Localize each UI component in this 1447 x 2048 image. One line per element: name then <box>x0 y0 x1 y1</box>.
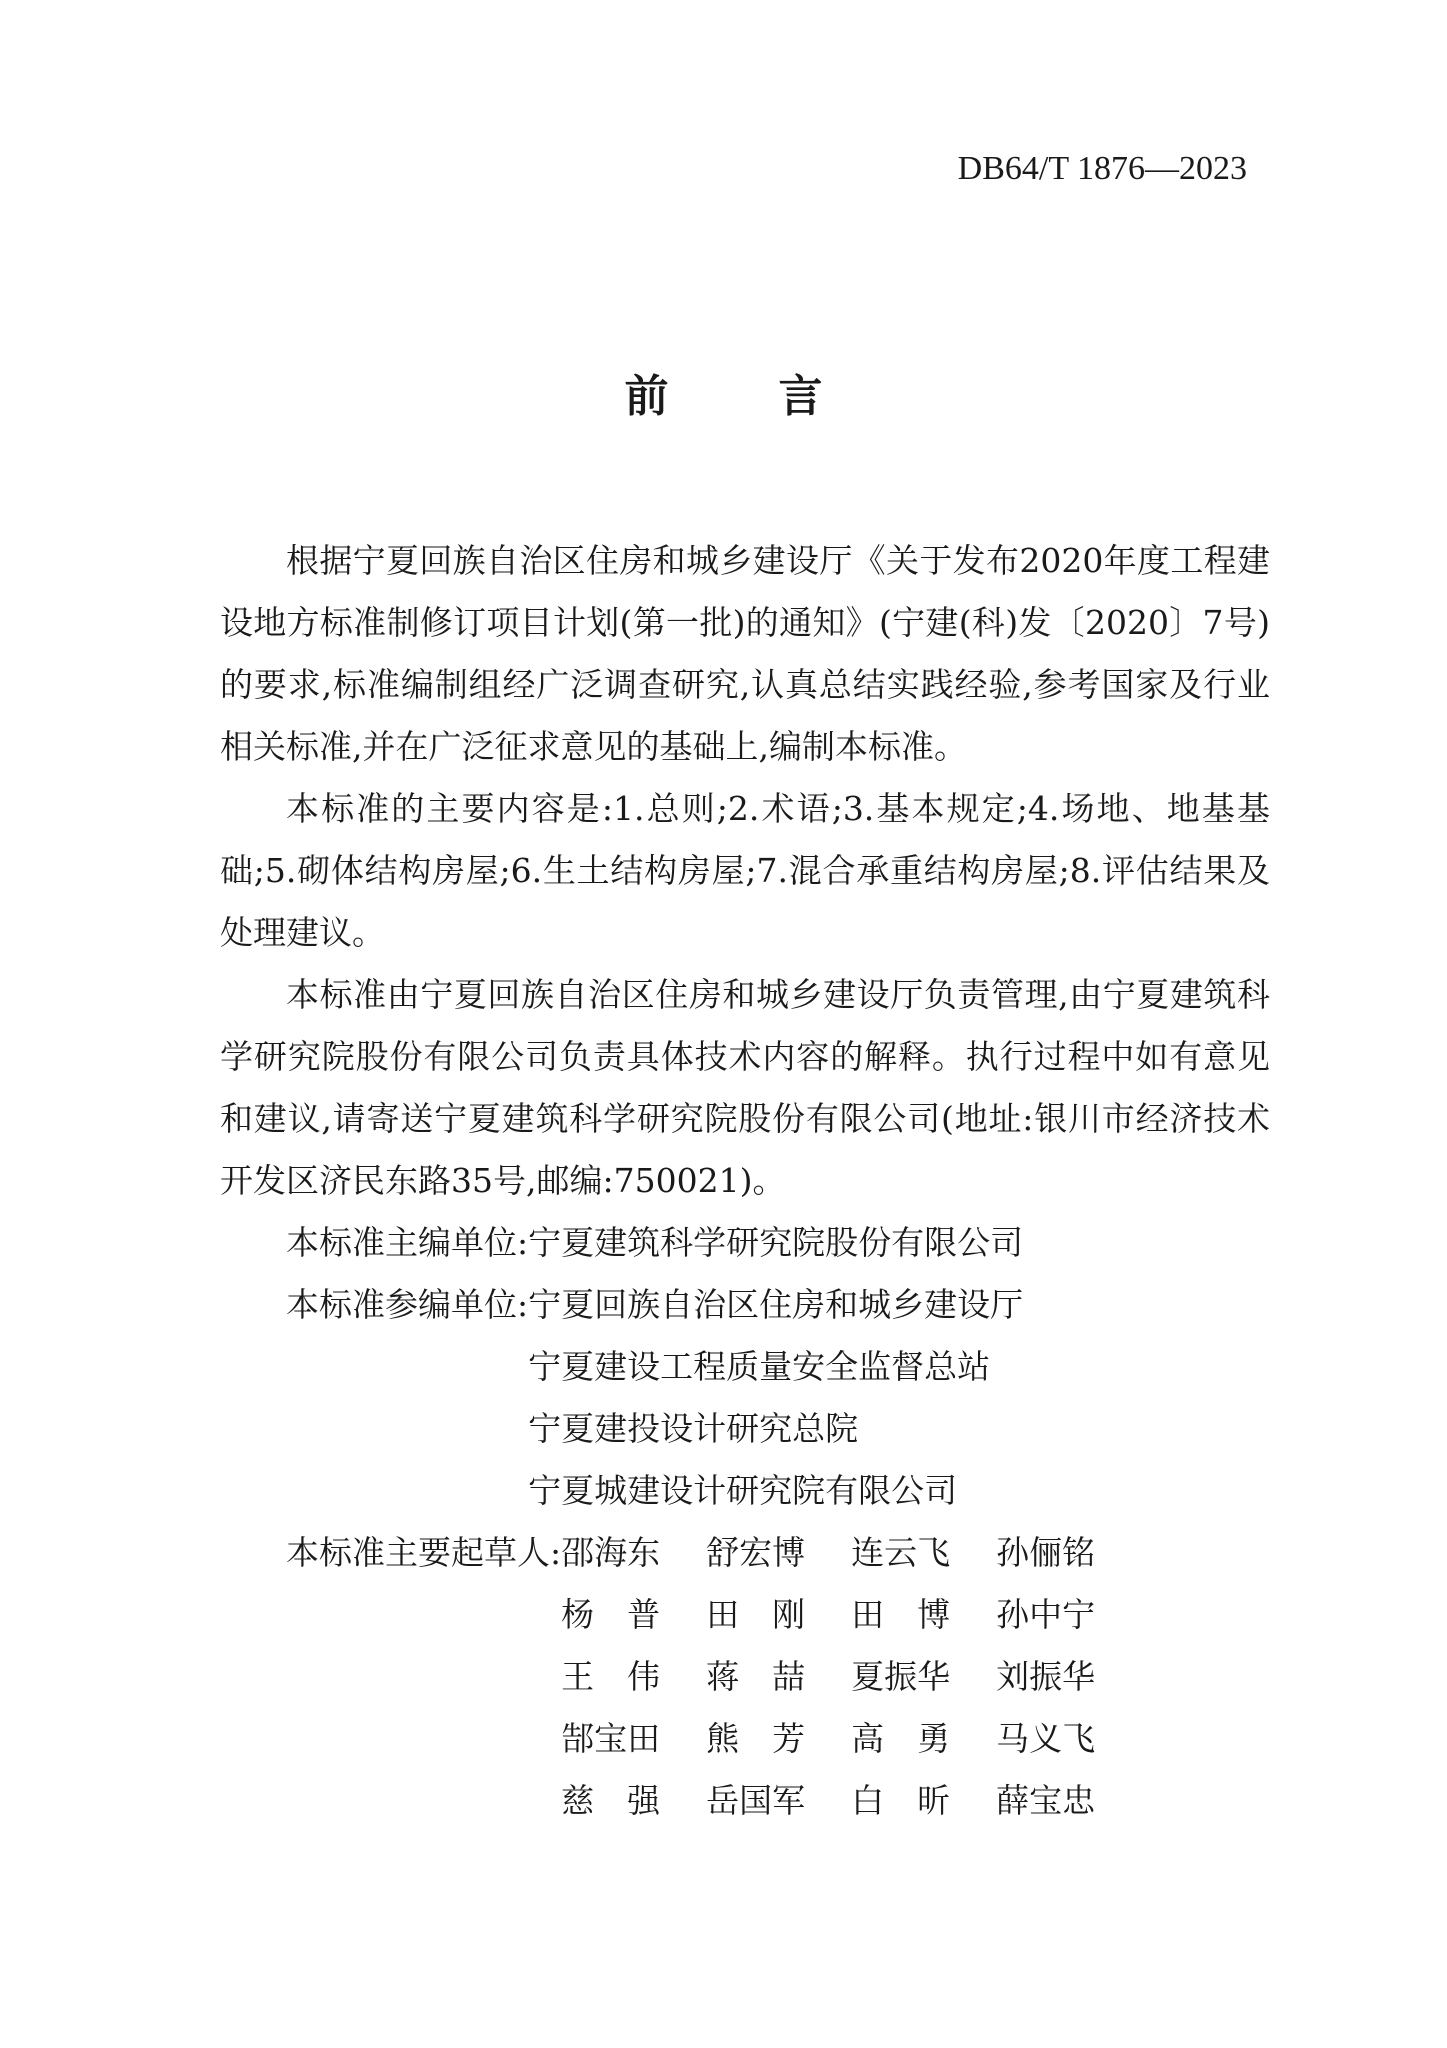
drafter-name: 高 勇 <box>851 1719 951 1758</box>
drafter-name: 熊 芳 <box>706 1719 806 1758</box>
paragraph-basis: 根据宁夏回族自治区住房和城乡建设厅《关于发布2020年度工程建设地方标准制修订项目计划(第一批)的通知》(宁建(科)发〔2020〕7号)的要求,标准编制组经广泛调查研究,认真总结实践经验,参考国家及行业相关标准,并在广泛征求意见的基础上,编制本标准。 <box>220 541 1270 766</box>
drafter-name: 岳国军 <box>706 1781 806 1820</box>
participating-unit: 宁夏建投设计研究总院 <box>528 1409 859 1448</box>
drafters-row <box>220 1522 1270 1832</box>
drafter-name: 孙中宁 <box>996 1595 1096 1634</box>
drafter-name: 蒋 喆 <box>706 1657 806 1696</box>
participating-units-row <box>220 1274 1270 1522</box>
drafter-name: 白 昕 <box>851 1781 951 1820</box>
drafter-name: 马义飞 <box>996 1719 1096 1758</box>
drafter-name: 邵海东 <box>561 1533 661 1572</box>
participating-unit: 宁夏城建设计研究院有限公司 <box>528 1471 958 1510</box>
document-number: DB64/T 1876—2023 <box>957 150 1247 187</box>
preface-body <box>220 530 1270 1832</box>
chief-unit-value: 宁夏建筑科学研究院股份有限公司 <box>528 1223 1024 1262</box>
chief-unit-label: 本标准主编单位: <box>286 1223 529 1262</box>
title-char-2: 言 <box>778 371 823 422</box>
participating-units-label: 本标准参编单位: <box>286 1285 529 1324</box>
drafters-names <box>561 1522 1141 1832</box>
drafter-name: 孙俪铭 <box>996 1533 1096 1572</box>
drafters-label: 本标准主要起草人: <box>286 1533 562 1572</box>
drafter-name: 田 刚 <box>706 1595 806 1634</box>
drafter-name: 杨 普 <box>561 1595 661 1634</box>
drafter-name: 田 博 <box>851 1595 951 1634</box>
page-title <box>0 360 1447 424</box>
drafter-name: 刘振华 <box>996 1657 1096 1696</box>
participating-unit: 宁夏回族自治区住房和城乡建设厅 <box>528 1285 1024 1324</box>
drafter-name: 慈 强 <box>561 1781 661 1820</box>
drafter-name: 连云飞 <box>851 1533 951 1572</box>
drafter-name: 夏振华 <box>851 1657 951 1696</box>
drafter-name: 王 伟 <box>561 1657 661 1696</box>
participating-unit: 宁夏建设工程质量安全监督总站 <box>528 1347 991 1386</box>
drafter-name: 舒宏博 <box>706 1533 806 1572</box>
drafter-name: 郜宝田 <box>561 1719 661 1758</box>
chief-unit-row <box>220 1212 1270 1274</box>
drafter-name: 薛宝忠 <box>996 1781 1096 1820</box>
paragraph-management: 本标准由宁夏回族自治区住房和城乡建设厅负责管理,由宁夏建筑科学研究院股份有限公司负责具体技术内容的解释。执行过程中如有意见和建议,请寄送宁夏建筑科学研究院股份有限公司(地址:银川市经济技术开发区济民东路35号,邮编:750021)。 <box>220 975 1270 1200</box>
paragraph-contents: 本标准的主要内容是:1.总则;2.术语;3.基本规定;4.场地、地基基础;5.砌体结构房屋;6.生土结构房屋;7.混合承重结构房屋;8.评估结果及处理建议。 <box>220 789 1270 952</box>
title-char-1: 前 <box>624 371 669 422</box>
